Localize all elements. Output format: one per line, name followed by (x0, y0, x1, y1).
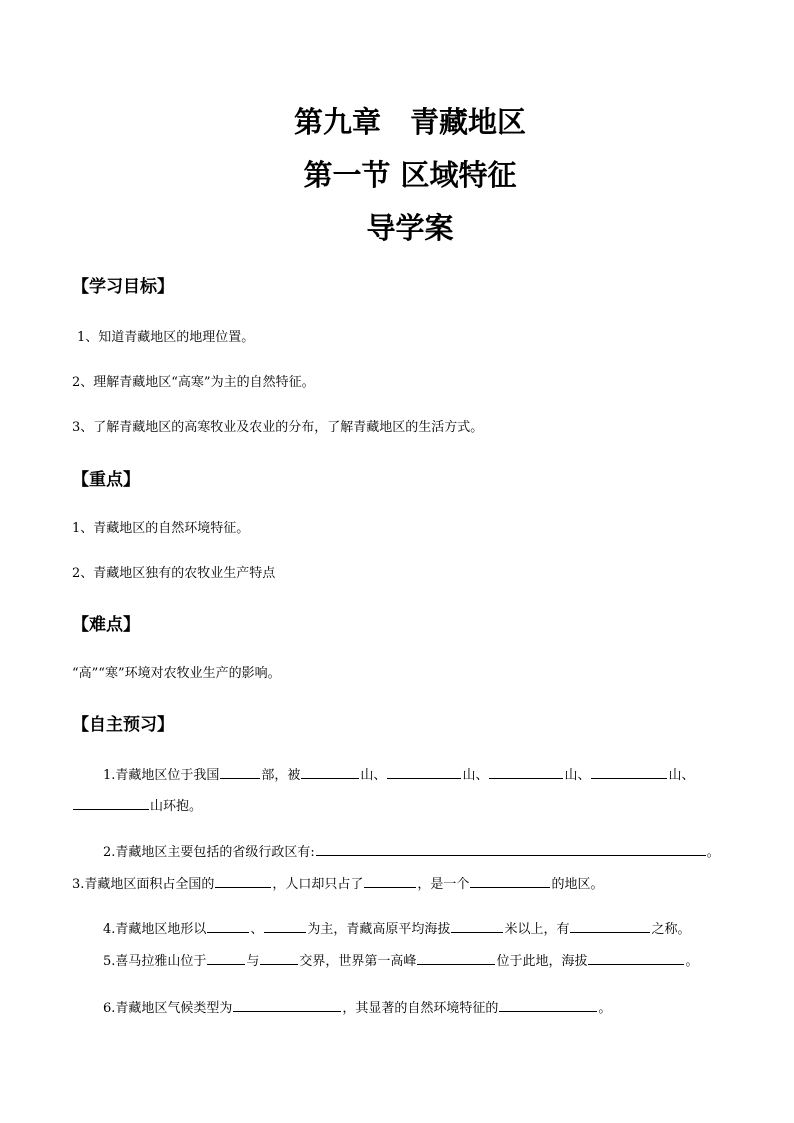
objective-item-1: 1、知道青藏地区的地理位置。 (77, 330, 255, 345)
q4-blank-1 (207, 921, 249, 933)
q5-text-d: 位于此地，海拔 (496, 954, 588, 969)
section-title: 第一节 区域特征 (303, 158, 517, 192)
q2-text-b: 。 (706, 845, 720, 860)
preview-question-6 (103, 997, 611, 1016)
q4-text-e: 之称。 (651, 922, 691, 937)
q3-text-b: ，人口却只占了 (272, 877, 364, 892)
objective-item-2: 2、理解青藏地区“高寒”为主的自然特征。 (72, 375, 315, 390)
q3-blank-1 (215, 876, 271, 888)
preview-question-4 (103, 918, 690, 937)
document-title: 导学案 (366, 211, 454, 245)
q6-blank-1 (233, 1000, 341, 1012)
q1-text-e: 山、 (564, 768, 591, 783)
preview-heading: 【自主预习】 (72, 715, 174, 735)
q1-text-g: 山环抱。 (150, 799, 203, 814)
preview-question-2 (103, 841, 720, 860)
q1-text-a: 1.青藏地区位于我国 (103, 768, 220, 783)
q5-text-e: 。 (685, 954, 699, 969)
q5-blank-2 (260, 953, 298, 965)
q1-blank-2 (301, 767, 359, 779)
q5-blank-3 (417, 953, 495, 965)
q2-blank-1 (316, 844, 706, 856)
q1-text-c: 山、 (360, 768, 387, 783)
q5-text-b: 与 (246, 954, 260, 969)
q6-text-a: 6.青藏地区气候类型为 (103, 1001, 233, 1016)
q4-text-b: 、 (250, 922, 264, 937)
chapter-title: 第九章 青藏地区 (293, 105, 526, 139)
q1-text-b: 部，被 (261, 768, 301, 783)
q1-blank-1 (220, 767, 260, 779)
q1-blank-4 (489, 767, 563, 779)
q5-blank-1 (207, 953, 245, 965)
objective-item-3: 3、了解青藏地区的高寒牧业及农业的分布，了解青藏地区的生活方式。 (72, 420, 484, 435)
preview-question-1 (103, 764, 694, 783)
q6-text-c: 。 (598, 1001, 612, 1016)
q3-blank-3 (470, 876, 550, 888)
key-points-heading: 【重点】 (72, 470, 140, 490)
q1-blank-3 (387, 767, 461, 779)
preview-question-1-cont (72, 795, 202, 814)
q1-blank-6 (73, 798, 149, 810)
objectives-heading: 【学习目标】 (72, 277, 174, 297)
q5-blank-4 (588, 953, 684, 965)
q1-blank-5 (591, 767, 667, 779)
q4-blank-3 (451, 921, 503, 933)
difficulty-item-1: “高”“寒”环境对农牧业生产的影响。 (72, 666, 281, 681)
q3-text-c: ，是一个 (417, 877, 470, 892)
q4-blank-2 (264, 921, 306, 933)
q1-text-d: 山、 (462, 768, 489, 783)
q4-text-a: 4.青藏地区地形以 (103, 922, 207, 937)
q5-text-a: 5.喜马拉雅山位于 (103, 954, 207, 969)
q5-text-c: 交界，世界第一高峰 (299, 954, 417, 969)
q4-text-c: 为主，青藏高原平均海拔 (307, 922, 451, 937)
q1-text-f: 山、 (668, 768, 695, 783)
preview-question-5 (103, 950, 698, 969)
q4-blank-4 (570, 921, 650, 933)
q6-text-b: ，其显著的自然环境特征的 (342, 1001, 499, 1016)
key-point-item-2: 2、青藏地区独有的农牧业生产特点 (72, 566, 276, 581)
key-point-item-1: 1、青藏地区的自然环境特征。 (72, 521, 250, 536)
difficulties-heading: 【难点】 (72, 615, 140, 635)
q6-blank-2 (499, 1000, 597, 1012)
q3-blank-2 (364, 876, 416, 888)
q4-text-d: 米以上，有 (504, 922, 570, 937)
preview-question-3 (72, 873, 603, 892)
q3-text-a: 3.青藏地区面积占全国的 (72, 877, 215, 892)
q3-text-d: 的地区。 (551, 877, 604, 892)
q2-text-a: 2.青藏地区主要包括的省级行政区有: (103, 845, 315, 860)
